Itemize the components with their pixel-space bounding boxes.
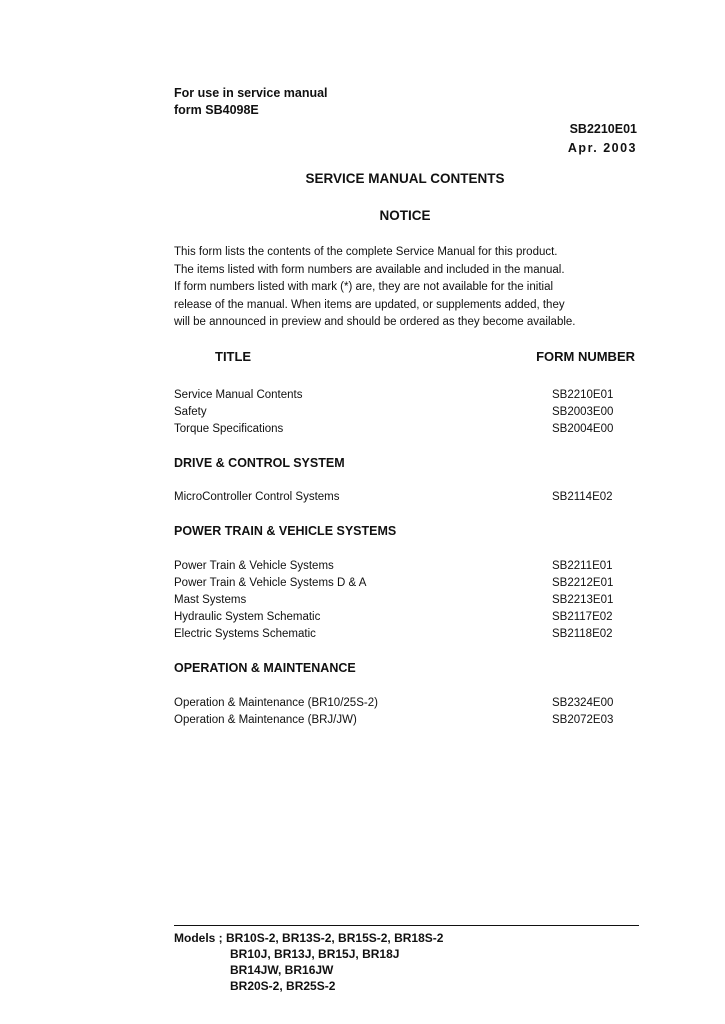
item-title: Hydraulic System Schematic: [174, 611, 321, 623]
list-item: [174, 592, 622, 609]
section-heading-operation-maintenance: OPERATION & MAINTENANCE: [174, 661, 356, 675]
header-note-line: form SB4098E: [174, 103, 259, 117]
models-entry: BR14JW, BR16JW: [230, 963, 334, 977]
models-label: Models ;: [174, 931, 223, 945]
item-title: Operation & Maintenance (BRJ/JW): [174, 714, 357, 726]
header-note-line: For use in service manual: [174, 86, 328, 100]
models-block: [174, 930, 443, 994]
document-id-block: [568, 120, 637, 158]
models-entry: BR20S-2, BR25S-2: [230, 979, 336, 993]
item-form-number: SB2118E02: [552, 628, 613, 640]
item-form-number: SB2072E03: [552, 714, 614, 726]
item-title: Safety: [174, 406, 207, 418]
item-title: Mast Systems: [174, 594, 247, 606]
item-form-number: SB2211E01: [552, 560, 613, 572]
notice-line: If form numbers listed with mark (*) are, they are not available for the initial: [174, 281, 554, 293]
notice-line: will be announced in preview and should be ordered as they become available.: [174, 316, 576, 328]
item-form-number: SB2324E00: [552, 697, 614, 709]
item-title: Torque Specifications: [174, 423, 284, 435]
notice-line: The items listed with form numbers are available and included in the manual.: [174, 263, 565, 276]
list-item: [174, 695, 622, 712]
item-form-number: SB2004E00: [552, 423, 614, 435]
item-title: Power Train & Vehicle Systems D & A: [174, 577, 367, 589]
list-item: [174, 421, 622, 438]
models-entry: BR10J, BR13J, BR15J, BR18J: [230, 947, 400, 961]
notice-line: release of the manual. When items are updated, or supplements added, they: [174, 298, 565, 311]
item-title: Electric Systems Schematic: [174, 628, 316, 640]
column-header-title: TITLE: [215, 349, 252, 364]
header-note: [174, 85, 328, 119]
notice-heading: NOTICE: [379, 208, 431, 223]
item-title: Service Manual Contents: [174, 389, 303, 401]
list-item: [174, 626, 622, 643]
list-item: [174, 712, 622, 729]
list-item: [174, 489, 622, 506]
item-form-number: SB2210E01: [552, 389, 614, 401]
item-title: Operation & Maintenance (BR10/25S-2): [174, 697, 378, 709]
item-form-number: SB2213E01: [552, 594, 614, 606]
page-title: SERVICE MANUAL CONTENTS: [305, 171, 505, 186]
models-line: [174, 930, 443, 946]
notice-line: This form lists the contents of the complete Service Manual for this product.: [174, 246, 558, 258]
item-form-number: SB2003E00: [552, 406, 614, 418]
footer-divider: [174, 925, 639, 926]
notice-paragraph: [174, 244, 644, 332]
document-number: SB2210E01: [569, 122, 637, 136]
list-item: [174, 558, 622, 575]
list-item: [174, 387, 622, 404]
item-form-number: SB2117E02: [552, 611, 613, 623]
section-heading-drive-control: DRIVE & CONTROL SYSTEM: [174, 456, 345, 470]
column-header-form-number: FORM NUMBER: [536, 349, 635, 364]
list-item: [174, 404, 622, 421]
document-date: Apr. 2003: [567, 141, 637, 155]
item-form-number: SB2212E01: [552, 577, 614, 589]
item-form-number: SB2114E02: [552, 491, 613, 503]
section-heading-power-train: POWER TRAIN & VEHICLE SYSTEMS: [174, 524, 397, 538]
list-item: [174, 575, 622, 592]
models-entry: BR10S-2, BR13S-2, BR15S-2, BR18S-2: [226, 931, 444, 945]
list-item: [174, 609, 622, 626]
item-title: MicroController Control Systems: [174, 491, 340, 503]
item-title: Power Train & Vehicle Systems: [174, 560, 334, 572]
